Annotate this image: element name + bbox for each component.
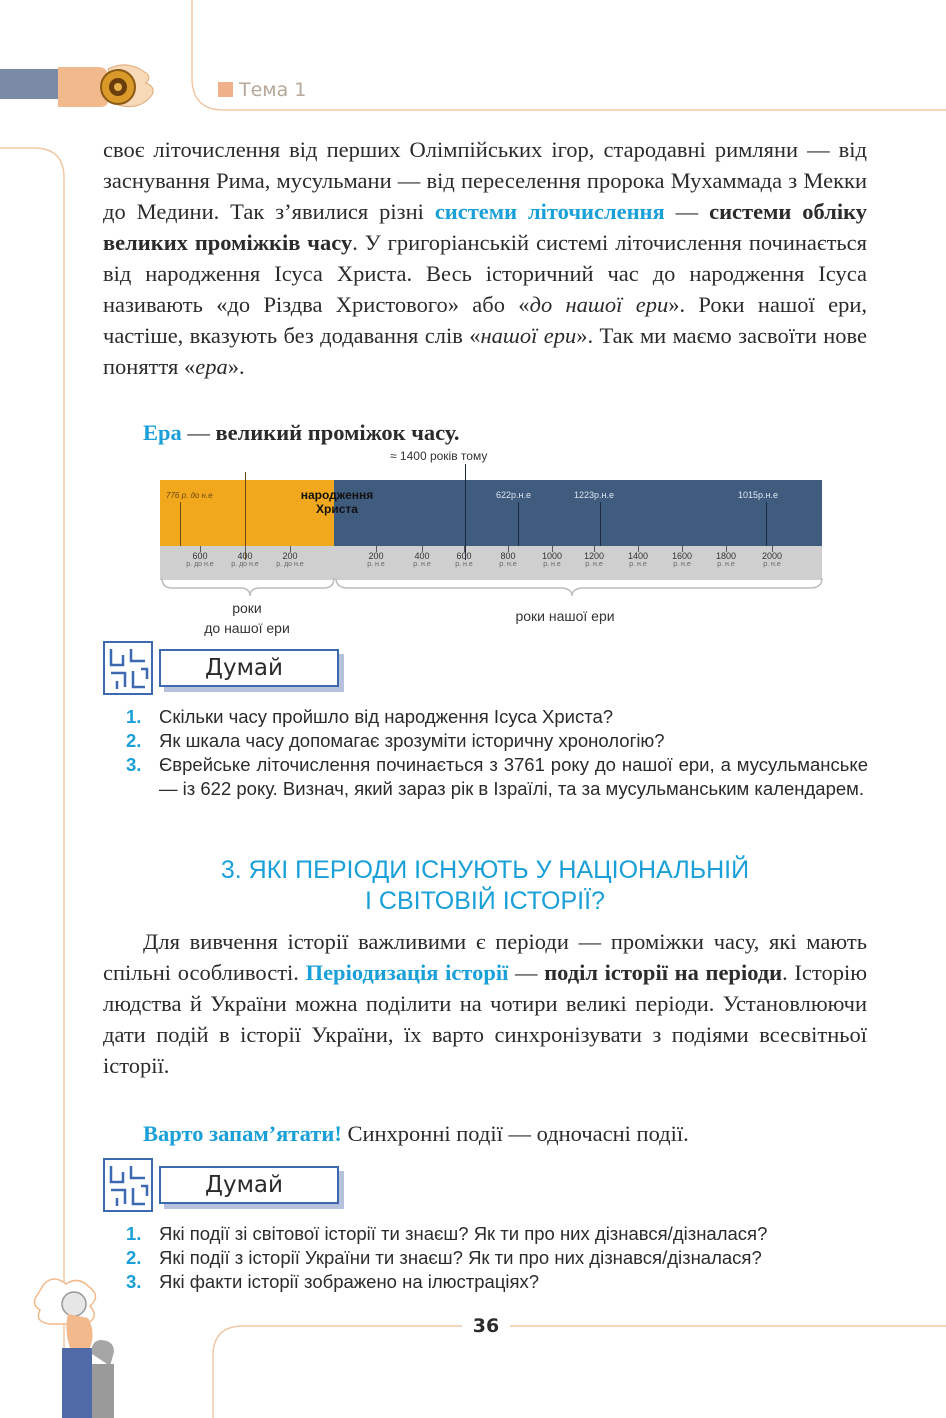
timeline-tick-label [490,552,526,569]
topic-label: Тема 1 [239,79,307,101]
timeline-top-label: ≈ 1400 років тому [390,449,488,463]
timeline-tick-label [620,552,656,569]
term-periodization: Періодизація історії [305,960,509,985]
section-title-line: 3. ЯКІ ПЕРІОДИ ІСНУЮТЬ У НАЦІОНАЛЬНІЙ [220,856,750,884]
line-marker [600,502,601,546]
timeline-birth-label [278,488,396,516]
tick-suffix: р. до н.е [276,561,304,568]
text: ». Роки нашої ери, частіше, вказують без додавання слів « [103,292,867,348]
tick-number: 400 [414,551,430,561]
tick-number: 800 [500,551,516,561]
definition: поділ історії на періоди [544,960,783,985]
tick-number: 600 [456,551,472,561]
line-bc-2 [180,502,181,546]
ad-caption: роки нашої ери [515,608,615,624]
item-number: 1. [126,1223,142,1244]
timeline-tick-label [404,552,440,569]
item-text: Які факти історії зображено на ілюстраціях? [159,1271,540,1292]
timeline-tick-label [227,552,263,569]
text: . Історію людства й України можна поділити на чотири великі періоди. Установлюючи дати подій в історії України, їх варто синхронізувати з подіями всесвітньої історії. [103,960,868,1078]
birth-label-line: народження [300,488,374,502]
item-number: 1. [126,706,142,727]
line-1400 [465,464,466,560]
tick-suffix: р. н.е [499,561,517,568]
think-box-1 [103,641,343,697]
italic-term: до нашої ери [529,292,669,317]
timeline-tick-label [708,552,744,569]
remember-text: Синхронні події — одночасні події. [341,1121,689,1146]
timeline-marker-label: 1223р.н.е [574,490,615,500]
list-item [124,1270,868,1294]
definition: системи обліку великих проміжків часу [103,199,868,255]
tick-suffix: р. н.е [367,561,385,568]
think-box-2 [103,1158,343,1214]
timeline-tick-label [358,552,394,569]
list-item [124,1222,868,1246]
tick-suffix: р. н.е [673,561,691,568]
tick-number: 200 [368,551,384,561]
tick-number: 1600 [671,551,693,561]
hand-puzzle-icon [0,55,170,125]
think-label: Думай [159,649,339,687]
text: . У григоріанській системі літочислення починається від народження Ісуса Христа. Весь історичний час до народження Ісуса називають «до Різдва Христового» або « [103,230,868,317]
tick-suffix: р. н.е [543,561,561,568]
line-marker [518,502,519,546]
timeline-tick-label [182,552,218,569]
page-number: 36 [472,1315,500,1337]
text: — [181,420,216,445]
text: — [508,960,545,985]
text: — [664,199,710,224]
topic-marker-icon [218,82,233,97]
tick-number: 200 [282,551,298,561]
era-definition [103,417,867,448]
timeline-bc-start-label: 776 р. до н.е [166,491,213,500]
term-calendar-systems: системи літочислення [434,199,665,224]
paragraph-periodization [103,926,867,1081]
tick-suffix: р. н.е [763,561,781,568]
think-label: Думай [159,1166,339,1204]
tick-suffix: р. н.е [455,561,473,568]
bc-caption [172,598,322,638]
maze-icon [103,1158,155,1214]
timeline-braces [160,578,825,598]
tick-number: 1200 [583,551,605,561]
text: Для вивчення історії важливими є періоди — проміжки часу, які мають спільні особливості. [103,929,867,985]
text: ». [227,354,245,379]
timeline-tick-label [534,552,570,569]
term-era: Ера [143,420,182,445]
italic-term: нашої ери [480,323,577,348]
timeline-tick-label [754,552,790,569]
timeline-marker-label: 1015р.н.е [738,490,779,500]
timeline-tick-label [576,552,612,569]
item-text: Як шкала часу допомагає зрозуміти історичну хронологію? [159,730,665,751]
tick-number: 600 [192,551,208,561]
timeline-figure [160,446,825,641]
item-number: 3. [126,754,142,775]
timeline-tick-label [272,552,308,569]
tick-suffix: р. н.е [413,561,431,568]
text: ». Так ми маємо засвоїти нове поняття « [103,323,868,379]
list-item [124,1246,868,1270]
tick-number: 1400 [627,551,649,561]
think1-questions [124,705,868,801]
caption-line: до нашої ери [204,620,290,636]
list-item [124,729,868,753]
maze-icon [103,641,155,697]
topic-header [218,78,306,102]
tick-number: 1800 [715,551,737,561]
tick-suffix: р. до н.е [186,561,214,568]
item-text: Які події з історії України ти знаєш? Як ти про них дізнався/дізналася? [159,1247,762,1268]
birth-label-line: Христа [316,502,358,516]
item-number: 3. [126,1271,142,1292]
tick-suffix: р. н.е [585,561,603,568]
hands-puzzle-icon [30,1270,130,1418]
tick-number: 400 [237,551,253,561]
item-number: 2. [126,730,142,751]
think2-questions [124,1222,868,1294]
list-item [124,753,868,801]
timeline-marker-label: 622р.н.е [496,490,531,500]
tick-number: 2000 [761,551,783,561]
item-text: Скільки часу пройшло від народження Ісуса Христа? [159,706,614,727]
item-text: Єврейське літочислення починається з 3761 року до нашої ери, а мусульманське — із 622 року. Визнач, який зараз рік в Ізраїлі, та за мусульманським календарем. [159,754,868,799]
tick-suffix: р. н.е [629,561,647,568]
section-title-line: І СВІТОВІЙ ІСТОРІЇ? [365,887,605,915]
timeline-tick-label [446,552,482,569]
remember-label: Варто запам’ятати! [143,1121,342,1146]
tick-number: 1000 [541,551,563,561]
line-marker [766,502,767,546]
definition: великий проміжок часу. [215,420,460,445]
paragraph-eras [103,134,867,382]
tick-suffix: р. н.е [717,561,735,568]
section-title [103,855,867,917]
timeline-tick-label [664,552,700,569]
text: своє літочислення від перших Олімпійських ігор, стародавні римляни — від заснування Рима, мусульмани — від переселення пророка Мухаммада з Мекки до Медини. Так з’явилися різні [103,137,867,224]
item-number: 2. [126,1247,142,1268]
item-text: Які події зі світової історії ти знаєш? Як ти про них дізнався/дізналася? [159,1223,768,1244]
italic-term: ера [195,354,228,379]
caption-line: роки [232,600,262,616]
tick-suffix: р. до н.е [231,561,259,568]
remember-note [103,1118,867,1149]
list-item [124,705,868,729]
